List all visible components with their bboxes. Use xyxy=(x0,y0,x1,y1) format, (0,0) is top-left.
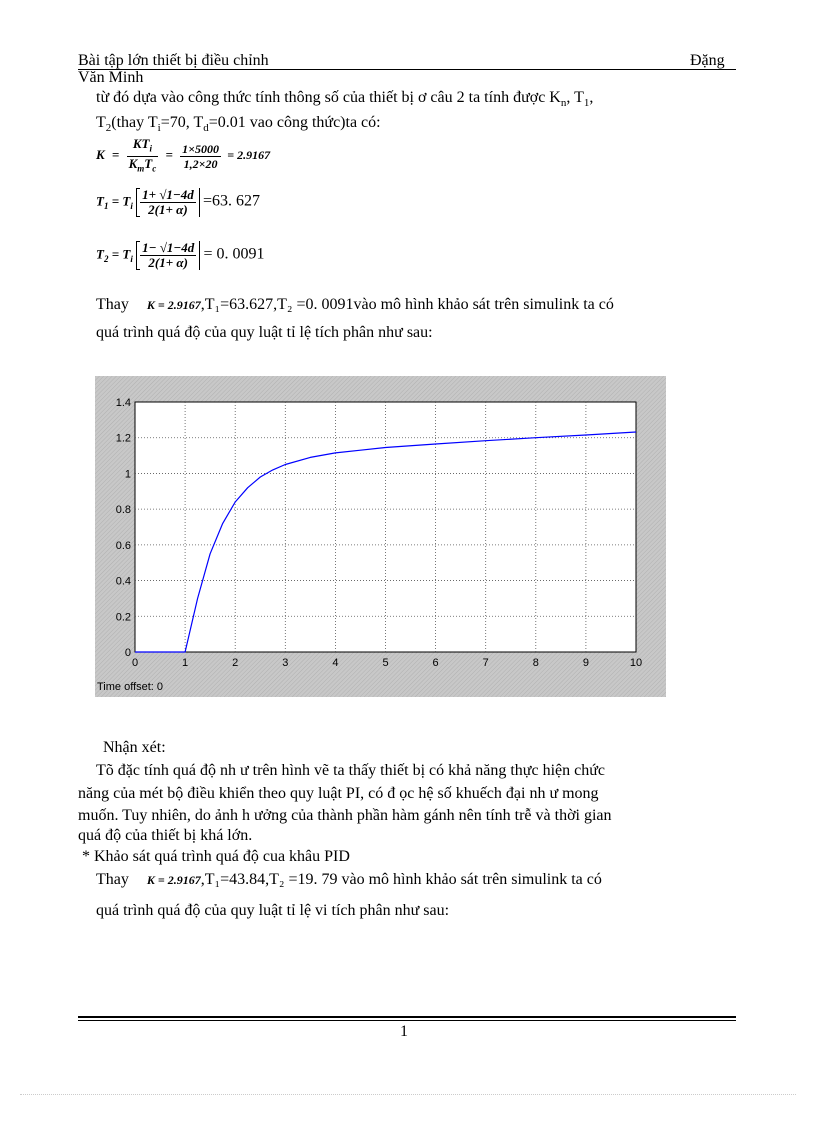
header-author-rest: Văn Minh xyxy=(78,69,144,86)
remarks-line-1: Tõ đặc tính quá độ nh ư trên hình vẽ ta thấy thiết bị có khả năng thực hiện chức xyxy=(96,762,605,779)
header-rule xyxy=(78,69,736,70)
y-tick-label: 0.8 xyxy=(115,504,131,517)
y-tick-label: 0 xyxy=(124,647,131,659)
intro-line-2: $T_2(thay$ $T_i=70$, $T_d=0.01$ vao công thức)ta có: xyxy=(96,114,381,135)
x-tick-label: 1 xyxy=(182,657,189,669)
intro-line-1: từ đó dựa vào công thức tính thông số của thiết bị ơ câu 2 ta tính được $K_n$, $T_1$, xyxy=(96,89,594,110)
y-tick-label: 1.4 xyxy=(115,397,131,409)
x-tick-label: 2 xyxy=(232,657,239,669)
page-bottom-border xyxy=(20,1094,796,1095)
y-tick-label: 0.2 xyxy=(115,611,131,624)
time-offset-label: Time offset: 0 xyxy=(97,681,164,693)
y-tick-label: 0.6 xyxy=(115,539,131,552)
equation-t1: $T_1 = T_i$ $\frac{1+ √1-4d}{2(1+ \alpha)}$ =63. 627 xyxy=(96,187,261,217)
x-tick-label: 9 xyxy=(582,657,589,669)
pid-substitution-line: Thay K = 2.9167,T₁=43.84,T₂ =19. 79 vào mô hình khảo sát trên simulink ta có xyxy=(96,871,602,888)
x-tick-label: 3 xyxy=(282,657,289,669)
simulink-scope-figure xyxy=(95,376,666,697)
page-number: 1 xyxy=(400,1023,408,1040)
equation-t2: $T_2 = T_i$ $\frac{1- √1-4d}{2(1+ \alpha)}$ = 0. 0091 xyxy=(96,240,265,270)
plot-area xyxy=(135,402,636,652)
x-tick-label: 7 xyxy=(482,657,489,669)
x-tick-label: 0 xyxy=(131,657,139,669)
remarks-line-2: năng của mét bộ điều khiển theo quy luật PI, có đ ọc hệ số khuếch đại nh ư mong xyxy=(78,785,599,802)
x-tick-label: 10 xyxy=(629,657,643,669)
x-tick-label: 6 xyxy=(432,657,439,669)
remarks-line-3: muốn. Tuy nhiên, do ảnh h ưởng của thành phần hàm gánh nên tính trễ và thời gian xyxy=(78,807,612,824)
pi-substitution-line: Thay K = 2.9167,T₁=63.627,T₂ =0. 0091vào mô hình khảo sát trên simulink ta có xyxy=(96,296,614,313)
remarks-line-4: quá độ của thiết bị khá lớn. xyxy=(78,827,253,844)
footer-rule xyxy=(78,1016,736,1018)
pi-result-line: quá trình quá độ của quy luật tỉ lệ tích phân như sau: xyxy=(96,324,433,341)
footer-rule-thin xyxy=(78,1020,736,1021)
y-tick-label: 1 xyxy=(124,468,131,481)
pid-section-heading: * Khảo sát quá trình quá độ cua khâu PID xyxy=(82,848,350,865)
remarks-title: Nhận xét: xyxy=(103,739,166,756)
header-title: Bài tập lớn thiết bị điều chỉnh xyxy=(78,52,269,69)
y-tick-label: 1.2 xyxy=(115,432,131,445)
pid-result-line: quá trình quá độ của quy luật tỉ lệ vi tích phân như sau: xyxy=(96,902,450,919)
header-author-first: Đặng xyxy=(690,52,725,69)
y-tick-label: 0.4 xyxy=(115,575,131,588)
x-tick-label: 8 xyxy=(532,657,539,669)
x-tick-label: 5 xyxy=(382,657,389,669)
x-tick-label: 4 xyxy=(332,657,339,669)
equation-k: K = $\frac{KT_i}{K_mT_c}$ = $\frac{1\times 5000}{1,2\times 20}$ = 2.9167 xyxy=(96,136,271,174)
step-response-chart xyxy=(95,376,666,697)
